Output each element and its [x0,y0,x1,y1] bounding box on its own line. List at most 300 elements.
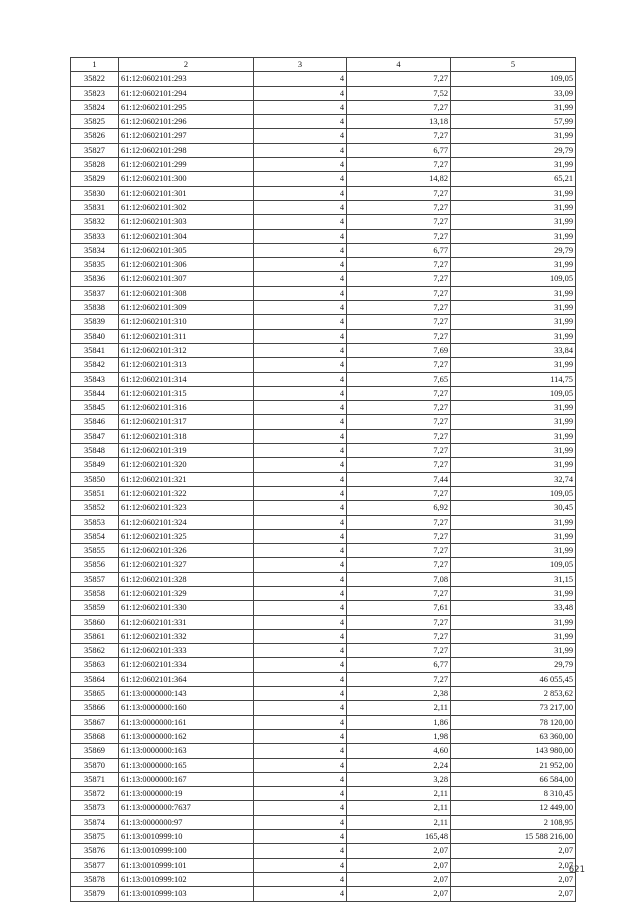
table-row [71,772,576,786]
cadastral-number-cell: 61:12:0602101:322 [119,486,254,500]
table-row [71,458,576,472]
row-number-cell: 35834 [71,243,119,257]
row-number-cell: 35869 [71,744,119,758]
value-cell: 2,11 [347,815,451,829]
amount-cell: 109,05 [451,72,576,86]
row-number-cell: 35856 [71,558,119,572]
amount-cell: 31,99 [451,515,576,529]
table-row [71,744,576,758]
row-number-cell: 35866 [71,701,119,715]
value-cell: 2,07 [347,844,451,858]
amount-cell: 33,48 [451,601,576,615]
category-cell: 4 [254,444,347,458]
category-cell: 4 [254,672,347,686]
row-number-cell: 35854 [71,529,119,543]
value-cell: 7,27 [347,644,451,658]
cadastral-number-cell: 61:12:0602101:317 [119,415,254,429]
value-cell: 7,52 [347,86,451,100]
table-row [71,501,576,515]
value-cell: 7,27 [347,229,451,243]
row-number-cell: 35852 [71,501,119,515]
row-number-cell: 35840 [71,329,119,343]
category-cell: 4 [254,258,347,272]
cadastral-number-cell: 61:12:0602101:311 [119,329,254,343]
amount-cell: 109,05 [451,558,576,572]
value-cell: 7,27 [347,486,451,500]
table-row [71,200,576,214]
value-cell: 2,07 [347,872,451,886]
table-row [71,343,576,357]
row-number-cell: 35826 [71,129,119,143]
value-cell: 7,27 [347,72,451,86]
amount-cell: 66 584,00 [451,772,576,786]
table-row [71,687,576,701]
row-number-cell: 35830 [71,186,119,200]
amount-cell: 15 588 216,00 [451,830,576,844]
category-cell: 4 [254,715,347,729]
table-row [71,787,576,801]
cadastral-number-cell: 61:12:0602101:309 [119,301,254,315]
row-number-cell: 35857 [71,572,119,586]
cadastral-number-cell: 61:12:0602101:307 [119,272,254,286]
cadastral-number-cell: 61:13:0000000:162 [119,729,254,743]
category-cell: 4 [254,858,347,872]
row-number-cell: 35863 [71,658,119,672]
value-cell: 7,27 [347,672,451,686]
row-number-cell: 35837 [71,286,119,300]
row-number-cell: 35851 [71,486,119,500]
table-row [71,172,576,186]
value-cell: 7,27 [347,129,451,143]
column-header-5: 5 [451,58,576,72]
cadastral-number-cell: 61:12:0602101:312 [119,343,254,357]
value-cell: 7,27 [347,100,451,114]
amount-cell: 8 310,45 [451,787,576,801]
table-row [71,444,576,458]
amount-cell: 46 055,45 [451,672,576,686]
table-row [71,701,576,715]
table-row [71,529,576,543]
cadastral-number-cell: 61:12:0602101:295 [119,100,254,114]
row-number-cell: 35831 [71,200,119,214]
row-number-cell: 35835 [71,258,119,272]
category-cell: 4 [254,415,347,429]
cadastral-number-cell: 61:13:0000000:7637 [119,801,254,815]
row-number-cell: 35848 [71,444,119,458]
value-cell: 7,27 [347,458,451,472]
amount-cell: 31,99 [451,458,576,472]
cadastral-number-cell: 61:13:0010999:103 [119,887,254,901]
category-cell: 4 [254,586,347,600]
amount-cell: 31,99 [451,186,576,200]
table-row [71,115,576,129]
cadastral-number-cell: 61:12:0602101:303 [119,215,254,229]
row-number-cell: 35860 [71,615,119,629]
value-cell: 13,18 [347,115,451,129]
amount-cell: 31,99 [451,644,576,658]
table-row [71,229,576,243]
cadastral-number-cell: 61:13:0000000:97 [119,815,254,829]
table-row [71,872,576,886]
row-number-cell: 35825 [71,115,119,129]
table-row [71,100,576,114]
cadastral-number-cell: 61:12:0602101:321 [119,472,254,486]
value-cell: 7,27 [347,301,451,315]
amount-cell: 31,99 [451,215,576,229]
table-header-row [71,58,576,72]
row-number-cell: 35870 [71,758,119,772]
value-cell: 2,11 [347,701,451,715]
row-number-cell: 35872 [71,787,119,801]
table-row [71,272,576,286]
cadastral-number-cell: 61:13:0000000:167 [119,772,254,786]
cadastral-number-cell: 61:12:0602101:297 [119,129,254,143]
table-row [71,572,576,586]
value-cell: 2,24 [347,758,451,772]
row-number-cell: 35858 [71,586,119,600]
table-row [71,86,576,100]
row-number-cell: 35873 [71,801,119,815]
cadastral-number-cell: 61:12:0602101:305 [119,243,254,257]
row-number-cell: 35847 [71,429,119,443]
category-cell: 4 [254,86,347,100]
row-number-cell: 35876 [71,844,119,858]
category-cell: 4 [254,229,347,243]
value-cell: 7,27 [347,544,451,558]
value-cell: 7,27 [347,558,451,572]
row-number-cell: 35878 [71,872,119,886]
value-cell: 7,27 [347,329,451,343]
value-cell: 7,61 [347,601,451,615]
cadastral-number-cell: 61:12:0602101:300 [119,172,254,186]
column-header-3: 3 [254,58,347,72]
amount-cell: 31,99 [451,315,576,329]
cadastral-number-cell: 61:12:0602101:334 [119,658,254,672]
category-cell: 4 [254,486,347,500]
category-cell: 4 [254,558,347,572]
page-number: 621 [568,865,585,875]
value-cell: 7,27 [347,386,451,400]
category-cell: 4 [254,386,347,400]
value-cell: 7,44 [347,472,451,486]
value-cell: 7,27 [347,272,451,286]
cadastral-number-cell: 61:12:0602101:299 [119,158,254,172]
amount-cell: 31,99 [451,301,576,315]
value-cell: 6,77 [347,243,451,257]
row-number-cell: 35844 [71,386,119,400]
table-row [71,215,576,229]
category-cell: 4 [254,772,347,786]
cadastral-number-cell: 61:12:0602101:306 [119,258,254,272]
table-row [71,372,576,386]
category-cell: 4 [254,830,347,844]
table-row [71,729,576,743]
category-cell: 4 [254,200,347,214]
table-row [71,129,576,143]
category-cell: 4 [254,815,347,829]
amount-cell: 63 360,00 [451,729,576,743]
category-cell: 4 [254,172,347,186]
value-cell: 2,11 [347,801,451,815]
value-cell: 7,27 [347,415,451,429]
table-row [71,586,576,600]
table-row [71,158,576,172]
table-row [71,758,576,772]
category-cell: 4 [254,601,347,615]
cadastral-number-cell: 61:12:0602101:316 [119,401,254,415]
cadastral-number-cell: 61:12:0602101:325 [119,529,254,543]
table-row [71,415,576,429]
value-cell: 7,27 [347,215,451,229]
category-cell: 4 [254,572,347,586]
amount-cell: 31,99 [451,429,576,443]
amount-cell: 30,45 [451,501,576,515]
value-cell: 6,77 [347,658,451,672]
amount-cell: 2,07 [451,872,576,886]
table-row [71,472,576,486]
cadastral-number-cell: 61:12:0602101:304 [119,229,254,243]
amount-cell: 2,07 [451,858,576,872]
category-cell: 4 [254,343,347,357]
value-cell: 2,11 [347,787,451,801]
row-number-cell: 35865 [71,687,119,701]
table-row [71,887,576,901]
cadastral-number-cell: 61:12:0602101:294 [119,86,254,100]
category-cell: 4 [254,458,347,472]
value-cell: 165,48 [347,830,451,844]
value-cell: 7,27 [347,515,451,529]
row-number-cell: 35839 [71,315,119,329]
cadastral-number-cell: 61:12:0602101:319 [119,444,254,458]
category-cell: 4 [254,215,347,229]
cadastral-number-cell: 61:12:0602101:298 [119,143,254,157]
table-row [71,658,576,672]
category-cell: 4 [254,644,347,658]
category-cell: 4 [254,243,347,257]
category-cell: 4 [254,115,347,129]
row-number-cell: 35843 [71,372,119,386]
amount-cell: 2,07 [451,887,576,901]
cadastral-number-cell: 61:12:0602101:323 [119,501,254,515]
category-cell: 4 [254,887,347,901]
category-cell: 4 [254,687,347,701]
table-row [71,544,576,558]
row-number-cell: 35846 [71,415,119,429]
table-row [71,186,576,200]
amount-cell: 31,99 [451,200,576,214]
row-number-cell: 35853 [71,515,119,529]
category-cell: 4 [254,615,347,629]
row-number-cell: 35850 [71,472,119,486]
table-row [71,801,576,815]
category-cell: 4 [254,429,347,443]
row-number-cell: 35868 [71,729,119,743]
row-number-cell: 35822 [71,72,119,86]
cadastral-number-cell: 61:13:0010999:100 [119,844,254,858]
cadastral-number-cell: 61:13:0010999:102 [119,872,254,886]
cadastral-number-cell: 61:13:0000000:160 [119,701,254,715]
row-number-cell: 35849 [71,458,119,472]
row-number-cell: 35864 [71,672,119,686]
category-cell: 4 [254,658,347,672]
amount-cell: 21 952,00 [451,758,576,772]
row-number-cell: 35874 [71,815,119,829]
amount-cell: 31,99 [451,100,576,114]
row-number-cell: 35829 [71,172,119,186]
category-cell: 4 [254,315,347,329]
value-cell: 7,27 [347,529,451,543]
row-number-cell: 35828 [71,158,119,172]
amount-cell: 2 108,95 [451,815,576,829]
value-cell: 7,27 [347,158,451,172]
category-cell: 4 [254,272,347,286]
amount-cell: 31,99 [451,529,576,543]
amount-cell: 31,15 [451,572,576,586]
cadastral-number-cell: 61:12:0602101:330 [119,601,254,615]
category-cell: 4 [254,529,347,543]
table-row [71,858,576,872]
table-row [71,386,576,400]
amount-cell: 109,05 [451,272,576,286]
value-cell: 1,86 [347,715,451,729]
row-number-cell: 35859 [71,601,119,615]
amount-cell: 31,99 [451,158,576,172]
amount-cell: 31,99 [451,444,576,458]
column-header-1: 1 [71,58,119,72]
amount-cell: 31,99 [451,415,576,429]
cadastral-number-cell: 61:12:0602101:364 [119,672,254,686]
table-row [71,830,576,844]
amount-cell: 33,84 [451,343,576,357]
amount-cell: 109,05 [451,386,576,400]
table-row [71,301,576,315]
amount-cell: 65,21 [451,172,576,186]
amount-cell: 78 120,00 [451,715,576,729]
table-row [71,601,576,615]
row-number-cell: 35855 [71,544,119,558]
row-number-cell: 35841 [71,343,119,357]
row-number-cell: 35871 [71,772,119,786]
amount-cell: 12 449,00 [451,801,576,815]
amount-cell: 31,99 [451,129,576,143]
value-cell: 7,27 [347,186,451,200]
value-cell: 7,27 [347,358,451,372]
row-number-cell: 35836 [71,272,119,286]
value-cell: 7,27 [347,586,451,600]
value-cell: 7,27 [347,200,451,214]
amount-cell: 2,07 [451,844,576,858]
amount-cell: 31,99 [451,258,576,272]
value-cell: 7,27 [347,444,451,458]
table-body [71,72,576,901]
amount-cell: 31,99 [451,329,576,343]
cadastral-number-cell: 61:12:0602101:333 [119,644,254,658]
table-row [71,558,576,572]
table-row [71,243,576,257]
value-cell: 3,28 [347,772,451,786]
amount-cell: 31,99 [451,615,576,629]
value-cell: 7,27 [347,401,451,415]
table-row [71,644,576,658]
column-header-4: 4 [347,58,451,72]
table-row [71,315,576,329]
category-cell: 4 [254,872,347,886]
amount-cell: 31,99 [451,586,576,600]
value-cell: 7,27 [347,286,451,300]
category-cell: 4 [254,372,347,386]
table-row [71,515,576,529]
value-cell: 7,65 [347,372,451,386]
cadastral-number-cell: 61:13:0000000:163 [119,744,254,758]
amount-cell: 31,99 [451,229,576,243]
cadastral-number-cell: 61:13:0010999:101 [119,858,254,872]
amount-cell: 29,79 [451,658,576,672]
table-row [71,486,576,500]
category-cell: 4 [254,844,347,858]
value-cell: 2,07 [347,887,451,901]
row-number-cell: 35862 [71,644,119,658]
cadastral-number-cell: 61:13:0000000:161 [119,715,254,729]
row-number-cell: 35823 [71,86,119,100]
category-cell: 4 [254,629,347,643]
table-row [71,358,576,372]
amount-cell: 109,05 [451,486,576,500]
category-cell: 4 [254,401,347,415]
value-cell: 14,82 [347,172,451,186]
amount-cell: 143 980,00 [451,744,576,758]
value-cell: 7,69 [347,343,451,357]
value-cell: 6,92 [347,501,451,515]
cadastral-number-cell: 61:13:0000000:165 [119,758,254,772]
category-cell: 4 [254,129,347,143]
category-cell: 4 [254,758,347,772]
amount-cell: 57,99 [451,115,576,129]
amount-cell: 31,99 [451,544,576,558]
row-number-cell: 35875 [71,830,119,844]
value-cell: 4,60 [347,744,451,758]
cadastral-number-cell: 61:12:0602101:328 [119,572,254,586]
row-number-cell: 35877 [71,858,119,872]
row-number-cell: 35838 [71,301,119,315]
table-row [71,629,576,643]
table-row [71,143,576,157]
column-header-2: 2 [119,58,254,72]
category-cell: 4 [254,286,347,300]
row-number-cell: 35867 [71,715,119,729]
amount-cell: 31,99 [451,401,576,415]
category-cell: 4 [254,143,347,157]
value-cell: 2,07 [347,858,451,872]
table-row [71,72,576,86]
cadastral-number-cell: 61:13:0000000:19 [119,787,254,801]
category-cell: 4 [254,100,347,114]
table-row [71,615,576,629]
value-cell: 6,77 [347,143,451,157]
category-cell: 4 [254,472,347,486]
category-cell: 4 [254,329,347,343]
category-cell: 4 [254,358,347,372]
row-number-cell: 35845 [71,401,119,415]
table-row [71,429,576,443]
table-row [71,401,576,415]
value-cell: 1,98 [347,729,451,743]
row-number-cell: 35833 [71,229,119,243]
category-cell: 4 [254,744,347,758]
category-cell: 4 [254,515,347,529]
cadastral-number-cell: 61:12:0602101:326 [119,544,254,558]
category-cell: 4 [254,701,347,715]
row-number-cell: 35861 [71,629,119,643]
